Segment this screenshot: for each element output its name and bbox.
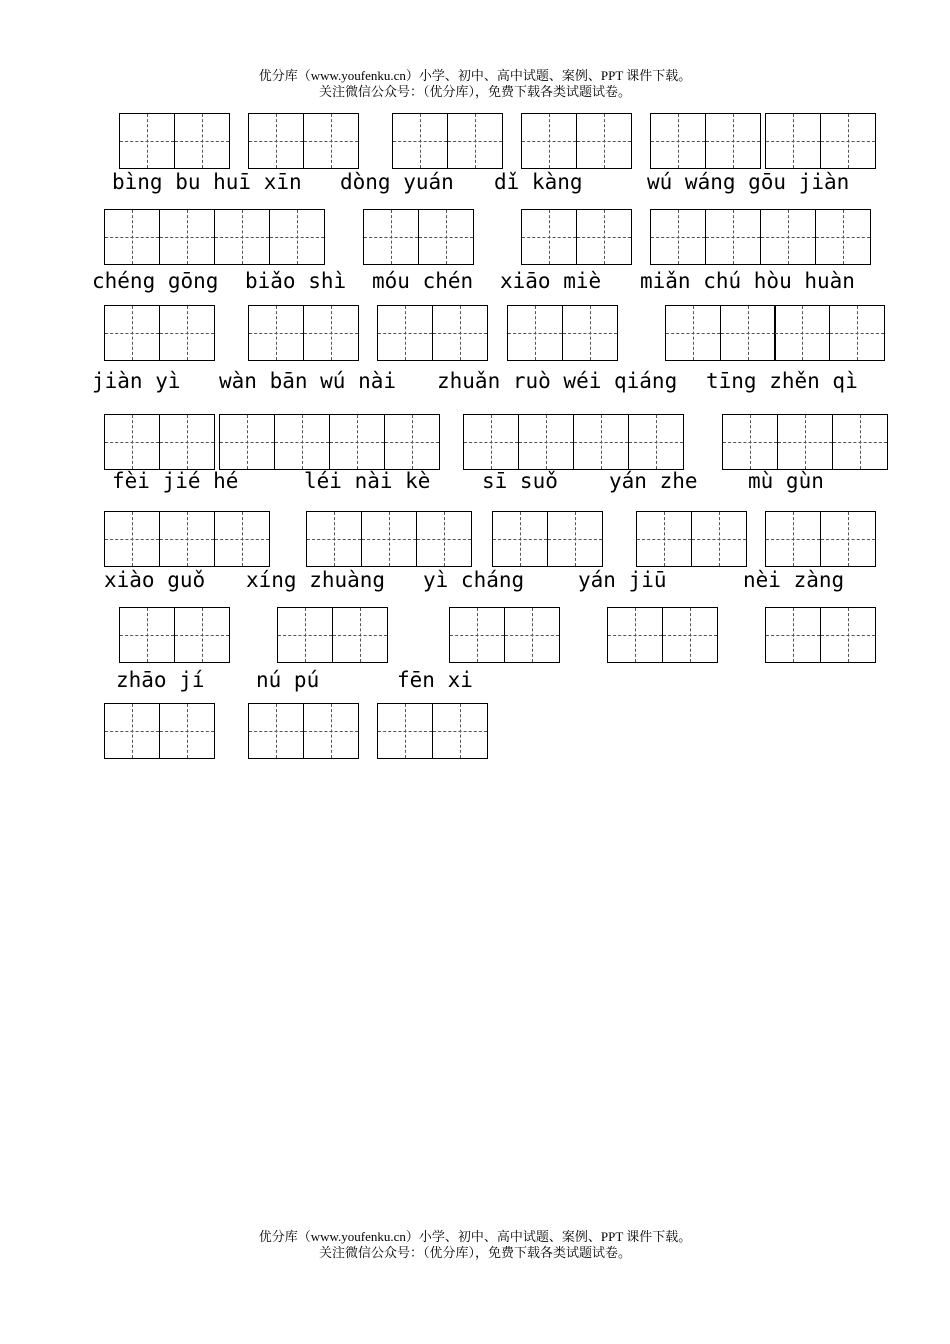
page-footer	[0, 1229, 950, 1261]
writing-grid-group	[765, 511, 876, 566]
writing-cell[interactable]	[274, 414, 330, 470]
pinyin-word: zhāo jí	[116, 668, 205, 692]
writing-cell[interactable]	[507, 305, 563, 361]
writing-cell[interactable]	[104, 414, 160, 470]
writing-grid-group	[416, 511, 472, 566]
writing-grid-group	[277, 607, 388, 662]
writing-cell[interactable]	[820, 607, 876, 663]
writing-cell[interactable]	[665, 305, 721, 361]
writing-cell[interactable]	[104, 511, 160, 567]
writing-cell[interactable]	[628, 414, 684, 470]
writing-cell[interactable]	[774, 305, 830, 361]
pinyin-word: miǎn chú hòu huàn	[640, 269, 855, 293]
writing-grid-group	[306, 511, 417, 566]
writing-cell[interactable]	[449, 607, 505, 663]
writing-cell[interactable]	[363, 209, 419, 265]
writing-cell[interactable]	[377, 305, 433, 361]
pinyin-word: wàn bān wú nài	[219, 369, 397, 393]
writing-grid-group	[363, 209, 474, 264]
writing-grid-group	[832, 414, 888, 469]
writing-cell[interactable]	[306, 511, 362, 567]
writing-cell[interactable]	[607, 607, 663, 663]
writing-grid-group	[607, 607, 718, 662]
writing-cell[interactable]	[650, 113, 706, 169]
pinyin-word: biǎo shì	[245, 269, 347, 293]
writing-grid-group	[219, 414, 330, 469]
pinyin-word: dǐ kàng	[494, 170, 583, 194]
writing-cell[interactable]	[832, 414, 888, 470]
writing-cell[interactable]	[815, 209, 871, 265]
writing-cell[interactable]	[416, 511, 472, 567]
writing-grid-group	[765, 607, 876, 662]
writing-grid-group	[722, 414, 833, 469]
writing-cell[interactable]	[662, 607, 718, 663]
writing-cell[interactable]	[332, 607, 388, 663]
pinyin-word: yán zhe	[609, 469, 698, 493]
writing-cell[interactable]	[248, 113, 304, 169]
pinyin-word: xiāo miè	[500, 269, 602, 293]
writing-cell[interactable]	[691, 511, 747, 567]
writing-cell[interactable]	[492, 511, 548, 567]
writing-cell[interactable]	[303, 703, 359, 759]
writing-cell[interactable]	[518, 414, 574, 470]
writing-cell[interactable]	[777, 414, 833, 470]
writing-cell[interactable]	[104, 703, 160, 759]
writing-grid-group	[650, 113, 761, 168]
writing-cell[interactable]	[636, 511, 692, 567]
pinyin-word: móu chén	[372, 269, 474, 293]
writing-cell[interactable]	[820, 113, 876, 169]
writing-grid-group	[248, 703, 359, 758]
writing-cell[interactable]	[760, 209, 816, 265]
writing-grid-group	[521, 209, 632, 264]
pinyin-word: chéng gōng	[92, 269, 219, 293]
writing-grid-group	[104, 209, 215, 264]
writing-grid-group	[104, 414, 215, 469]
writing-cell[interactable]	[214, 209, 270, 265]
writing-cell[interactable]	[576, 113, 632, 169]
writing-cell[interactable]	[104, 209, 160, 265]
writing-cell[interactable]	[829, 305, 885, 361]
header-line-2: 关注微信公众号：（优分库），免费下载各类试题试卷。	[318, 84, 631, 99]
writing-cell[interactable]	[159, 511, 215, 567]
writing-grid-group	[463, 414, 574, 469]
pinyin-word: mù gùn	[748, 469, 824, 493]
writing-cell[interactable]	[361, 511, 417, 567]
writing-grid-group	[774, 305, 885, 360]
writing-cell[interactable]	[277, 607, 333, 663]
writing-cell[interactable]	[119, 113, 175, 169]
writing-cell[interactable]	[820, 511, 876, 567]
writing-cell[interactable]	[248, 703, 304, 759]
writing-cell[interactable]	[705, 209, 761, 265]
pinyin-word: yì cháng	[423, 568, 525, 592]
writing-cell[interactable]	[521, 209, 577, 265]
pinyin-word: tīng zhěn qì	[706, 369, 858, 393]
footer-line-1: 优分库（www.youfenku.cn）小学、初中、高中试题、案例、PPT 课件下载。	[258, 1229, 692, 1244]
writing-cell[interactable]	[303, 305, 359, 361]
pinyin-word: nèi zàng	[743, 568, 845, 592]
writing-cell[interactable]	[463, 414, 519, 470]
page-header	[0, 68, 950, 100]
writing-cell[interactable]	[269, 209, 325, 265]
writing-cell[interactable]	[329, 414, 385, 470]
pinyin-word: dòng yuán	[340, 170, 454, 194]
pinyin-word: bìng bu huī xīn	[112, 170, 302, 194]
writing-cell[interactable]	[119, 607, 175, 663]
writing-cell[interactable]	[432, 703, 488, 759]
pinyin-word: xiào guǒ	[104, 568, 206, 592]
pinyin-word: léi nài kè	[304, 469, 431, 493]
writing-cell[interactable]	[104, 305, 160, 361]
writing-cell[interactable]	[418, 209, 474, 265]
writing-grid-group	[104, 305, 215, 360]
writing-grid-group	[214, 209, 325, 264]
writing-cell[interactable]	[384, 414, 440, 470]
pinyin-word: fēn xi	[397, 668, 473, 692]
writing-cell[interactable]	[159, 414, 215, 470]
writing-grid-group	[377, 703, 488, 758]
writing-cell[interactable]	[159, 209, 215, 265]
writing-cell[interactable]	[562, 305, 618, 361]
writing-cell[interactable]	[722, 414, 778, 470]
writing-cell[interactable]	[650, 209, 706, 265]
writing-grid-group	[248, 113, 359, 168]
writing-cell[interactable]	[377, 703, 433, 759]
writing-cell[interactable]	[159, 703, 215, 759]
writing-grid-group	[392, 113, 503, 168]
writing-cell[interactable]	[521, 113, 577, 169]
writing-grid-group	[119, 607, 230, 662]
writing-grid-group	[573, 414, 684, 469]
writing-grid-group	[377, 305, 488, 360]
writing-grid-group	[449, 607, 560, 662]
writing-cell[interactable]	[765, 607, 821, 663]
writing-grid-group	[248, 305, 359, 360]
writing-cell[interactable]	[248, 305, 304, 361]
writing-cell[interactable]	[765, 511, 821, 567]
writing-cell[interactable]	[432, 305, 488, 361]
writing-grid-group	[119, 113, 230, 168]
pinyin-word: jiàn yì	[92, 369, 181, 393]
pinyin-word: sī suǒ	[482, 469, 558, 493]
writing-grid-group	[329, 414, 440, 469]
writing-cell[interactable]	[303, 113, 359, 169]
writing-grid-group	[507, 305, 618, 360]
writing-grid-group	[760, 209, 871, 264]
pinyin-word: wú wáng gōu jiàn	[647, 170, 850, 194]
writing-grid-group	[214, 511, 270, 566]
writing-grid-group	[104, 703, 215, 758]
writing-cell[interactable]	[447, 113, 503, 169]
writing-grid-group	[636, 511, 747, 566]
pinyin-word: fèi jié hé	[112, 469, 239, 493]
pinyin-word: xíng zhuàng	[246, 568, 386, 592]
writing-cell[interactable]	[576, 209, 632, 265]
writing-grid-group	[765, 113, 876, 168]
writing-cell[interactable]	[504, 607, 560, 663]
footer-line-2: 关注微信公众号：（优分库），免费下载各类试题试卷。	[318, 1245, 631, 1260]
writing-cell[interactable]	[392, 113, 448, 169]
writing-cell[interactable]	[573, 414, 629, 470]
writing-cell[interactable]	[159, 305, 215, 361]
writing-cell[interactable]	[174, 607, 230, 663]
writing-cell[interactable]	[214, 511, 270, 567]
writing-grid-group	[104, 511, 215, 566]
writing-cell[interactable]	[705, 113, 761, 169]
writing-grid-group	[492, 511, 603, 566]
pinyin-word: zhuǎn ruò wéi qiáng	[437, 369, 678, 393]
writing-cell[interactable]	[547, 511, 603, 567]
writing-cell[interactable]	[765, 113, 821, 169]
pinyin-word: yán jiū	[578, 568, 667, 592]
header-line-1: 优分库（www.youfenku.cn）小学、初中、高中试题、案例、PPT 课件下载。	[258, 68, 692, 83]
writing-cell[interactable]	[720, 305, 776, 361]
writing-grid-group	[665, 305, 776, 360]
writing-cell[interactable]	[174, 113, 230, 169]
writing-cell[interactable]	[219, 414, 275, 470]
writing-grid-group	[521, 113, 632, 168]
writing-grid-group	[650, 209, 761, 264]
pinyin-word: nú pú	[256, 668, 320, 692]
